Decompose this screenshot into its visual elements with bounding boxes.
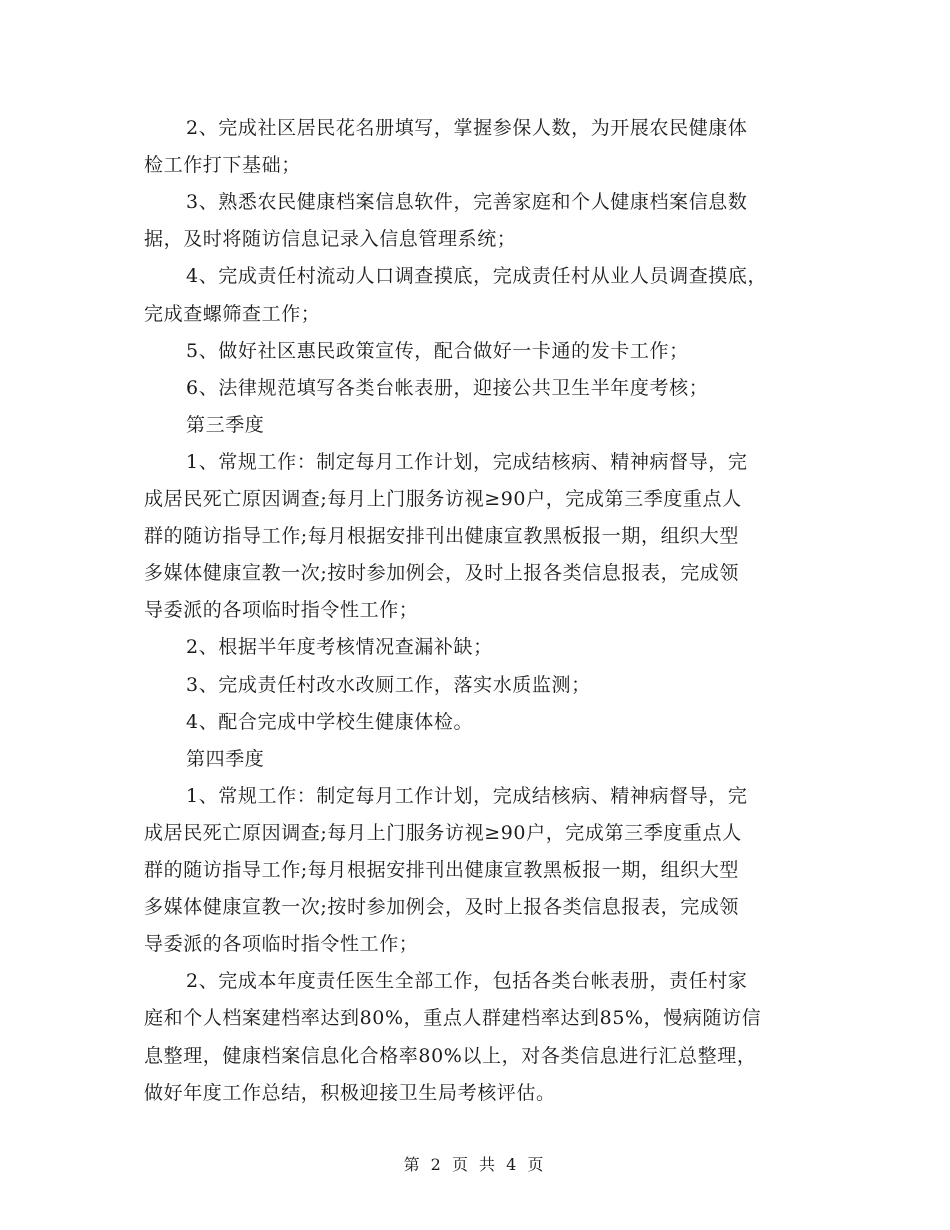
text-line: 完成查螺筛查工作； xyxy=(144,302,321,325)
text-line: 2、根据半年度考核情况查漏补缺； xyxy=(186,636,493,659)
text-line: 成居民死亡原因调查;每月上门服务访视≥90户，完成第三季度重点人 xyxy=(144,488,742,510)
text-line: 成居民死亡原因调查;每月上门服务访视≥90户，完成第三季度重点人 xyxy=(144,821,742,844)
text-line: 检工作打下基础； xyxy=(144,154,301,177)
text-line: 庭和个人档案建档率达到80%，重点人群建档率达到85%，慢病随访信 xyxy=(144,1007,762,1030)
text-line: 4、配合完成中学校生健康体检。 xyxy=(186,710,474,733)
text-line: 1、常规工作：制定每月工作计划，完成结核病、精神病督导，完 xyxy=(186,450,748,473)
text-line: 据，及时将随访信息记录入信息管理系统； xyxy=(144,228,517,251)
text-line: 2、完成本年度责任医生全部工作，包括各类台帐表册，责任村家 xyxy=(186,970,748,993)
text-line: 息整理，健康档案信息化合格率80%以上，对各类信息进行汇总整理， xyxy=(144,1044,757,1067)
text-line: 3、熟悉农民健康档案信息软件，完善家庭和个人健康档案信息数 xyxy=(186,191,748,214)
page-footer: 第 2 页 共 4 页 xyxy=(403,1155,547,1174)
text-line: 第三季度 xyxy=(186,413,265,436)
text-line: 5、做好社区惠民政策宣传，配合做好一卡通的发卡工作； xyxy=(186,339,689,362)
text-line: 第四季度 xyxy=(186,747,265,770)
text-line: 2、完成社区居民花名册填写，掌握参保人数，为开展农民健康体 xyxy=(186,117,748,139)
text-line: 多媒体健康宣教一次;按时参加例会，及时上报各类信息报表，完成领 xyxy=(144,896,740,919)
text-line: 群的随访指导工作;每月根据安排刊出健康宣教黑板报一期，组织大型 xyxy=(144,859,740,881)
text-line: 4、完成责任村流动人口调查摸底，完成责任村从业人员调查摸底， xyxy=(186,265,768,288)
text-line: 导委派的各项临时指令性工作； xyxy=(144,933,419,956)
text-line: 导委派的各项临时指令性工作； xyxy=(144,599,419,622)
text-line: 1、常规工作：制定每月工作计划，完成结核病、精神病督导，完 xyxy=(186,784,748,807)
text-line: 多媒体健康宣教一次;按时参加例会，及时上报各类信息报表，完成领 xyxy=(144,562,740,585)
text-line: 群的随访指导工作;每月根据安排刊出健康宣教黑板报一期，组织大型 xyxy=(144,525,740,548)
text-line: 6、法律规范填写各类台帐表册，迎接公共卫生半年度考核； xyxy=(186,376,709,399)
text-line: 做好年度工作总结，积极迎接卫生局考核评估。 xyxy=(144,1081,556,1104)
text-line: 3、完成责任村改水改厕工作，落实水质监测； xyxy=(186,673,591,696)
